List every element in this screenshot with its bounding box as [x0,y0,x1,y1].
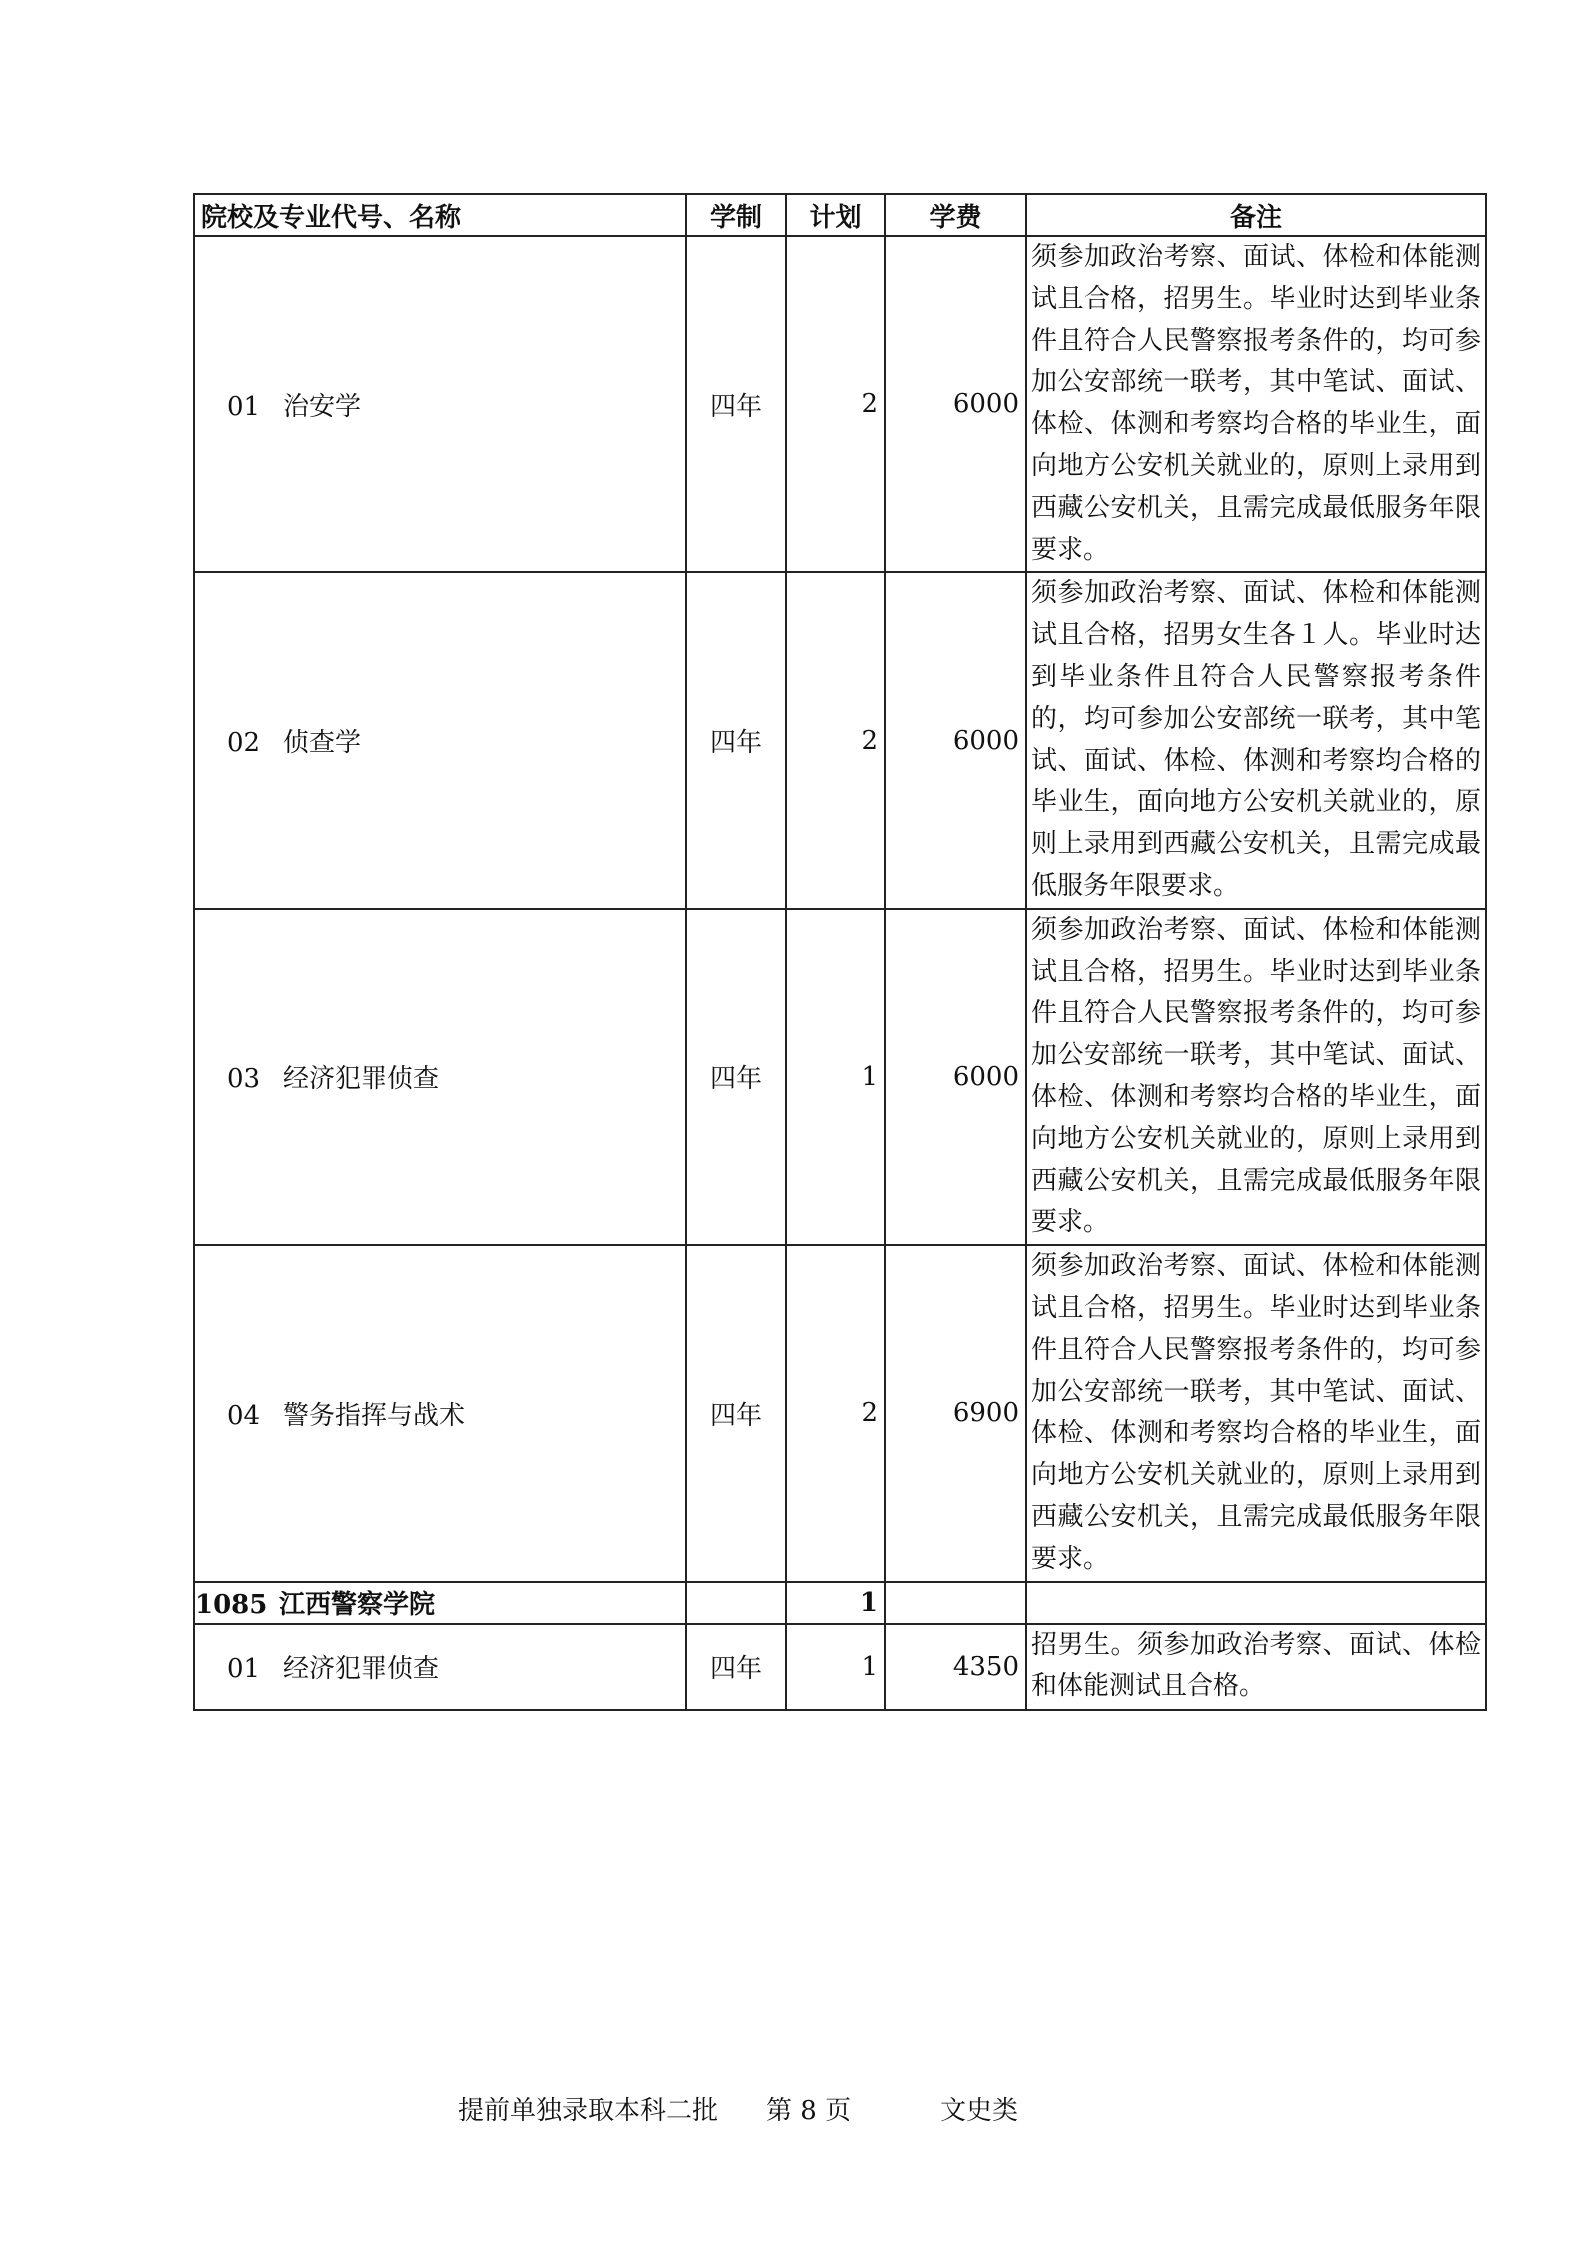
major-code: 04 [227,1400,261,1431]
table-header-row [194,194,1486,236]
duration-cell: 四年 [686,236,786,572]
admission-plan-table [193,193,1487,1711]
major-name: 治安学 [283,391,362,422]
footer-page-number: 第 8 页 [766,2096,852,2126]
school-name: 江西警察学院 [279,1590,436,1620]
major-name: 经济犯罪侦查 [283,1654,440,1684]
major-name: 警务指挥与战术 [283,1400,466,1431]
school-code: 1085 [195,1590,268,1620]
duration-cell: 四年 [686,1245,786,1581]
remark-cell: 招男生。须参加政治考察、面试、体检和体能测试且合格。 [1026,1624,1486,1710]
plan-cell: 2 [786,1245,885,1581]
major-code: 01 [227,1654,261,1684]
duration-cell: 四年 [686,909,786,1245]
footer-category: 文史类 [940,2096,1019,2126]
fee-cell: 4350 [885,1624,1026,1710]
table-row [194,236,1486,572]
plan-cell: 2 [786,572,885,908]
school-fee-cell [885,1582,1026,1624]
plan-cell: 1 [786,1624,885,1710]
major-code: 03 [227,1064,261,1095]
table-row [194,1624,1486,1710]
remark-cell: 须参加政治考察、面试、体检和体能测试且合格，招男生。毕业时达到毕业条件且符合人民警察报考条件的，均可参加公安部统一联考，其中笔试、面试、体检、体测和考察均合格的毕业生，面向地方公安机关就业的，原则上录用到西藏公安机关，且需完成最低服务年限要求。 [1026,1245,1486,1581]
header-plan: 计划 [786,194,885,236]
header-remark: 备注 [1026,194,1486,236]
major-name-cell [194,236,686,572]
fee-cell: 6000 [885,236,1026,572]
remark-cell: 须参加政治考察、面试、体检和体能测试且合格，招男生。毕业时达到毕业条件且符合人民警察报考条件的，均可参加公安部统一联考，其中笔试、面试、体检、体测和考察均合格的毕业生，面向地方公安机关就业的，原则上录用到西藏公安机关，且需完成最低服务年限要求。 [1026,909,1486,1245]
school-plan-cell: 1 [786,1582,885,1624]
major-name-cell [194,572,686,908]
school-row [194,1582,1486,1624]
footer-batch: 提前单独录取本科二批 [458,2096,719,2126]
major-name-cell [194,1624,686,1710]
plan-cell: 2 [786,236,885,572]
header-name: 院校及专业代号、名称 [194,194,686,236]
fee-cell: 6000 [885,909,1026,1245]
fee-cell: 6900 [885,1245,1026,1581]
duration-cell: 四年 [686,1624,786,1710]
school-duration-cell [686,1582,786,1624]
remark-cell: 须参加政治考察、面试、体检和体能测试且合格，招男女生各１人。毕业时达到毕业条件且符合人民警察报考条件的，均可参加公安部统一联考，其中笔试、面试、体检、体测和考察均合格的毕业生，面向地方公安机关就业的，原则上录用到西藏公安机关，且需完成最低服务年限要求。 [1026,572,1486,908]
table-row [194,909,1486,1245]
duration-cell: 四年 [686,572,786,908]
school-name-cell [194,1582,686,1624]
major-name-cell [194,909,686,1245]
school-remark-cell [1026,1582,1486,1624]
major-code: 01 [227,391,261,422]
fee-cell: 6000 [885,572,1026,908]
table-row [194,572,1486,908]
major-name: 经济犯罪侦查 [283,1064,440,1095]
plan-cell: 1 [786,909,885,1245]
major-name: 侦查学 [283,728,362,759]
header-duration: 学制 [686,194,786,236]
table-row [194,1245,1486,1581]
header-fee: 学费 [885,194,1026,236]
major-name-cell [194,1245,686,1581]
major-code: 02 [227,728,261,759]
remark-cell: 须参加政治考察、面试、体检和体能测试且合格，招男生。毕业时达到毕业条件且符合人民警察报考条件的，均可参加公安部统一联考，其中笔试、面试、体检、体测和考察均合格的毕业生，面向地方公安机关就业的，原则上录用到西藏公安机关，且需完成最低服务年限要求。 [1026,236,1486,572]
